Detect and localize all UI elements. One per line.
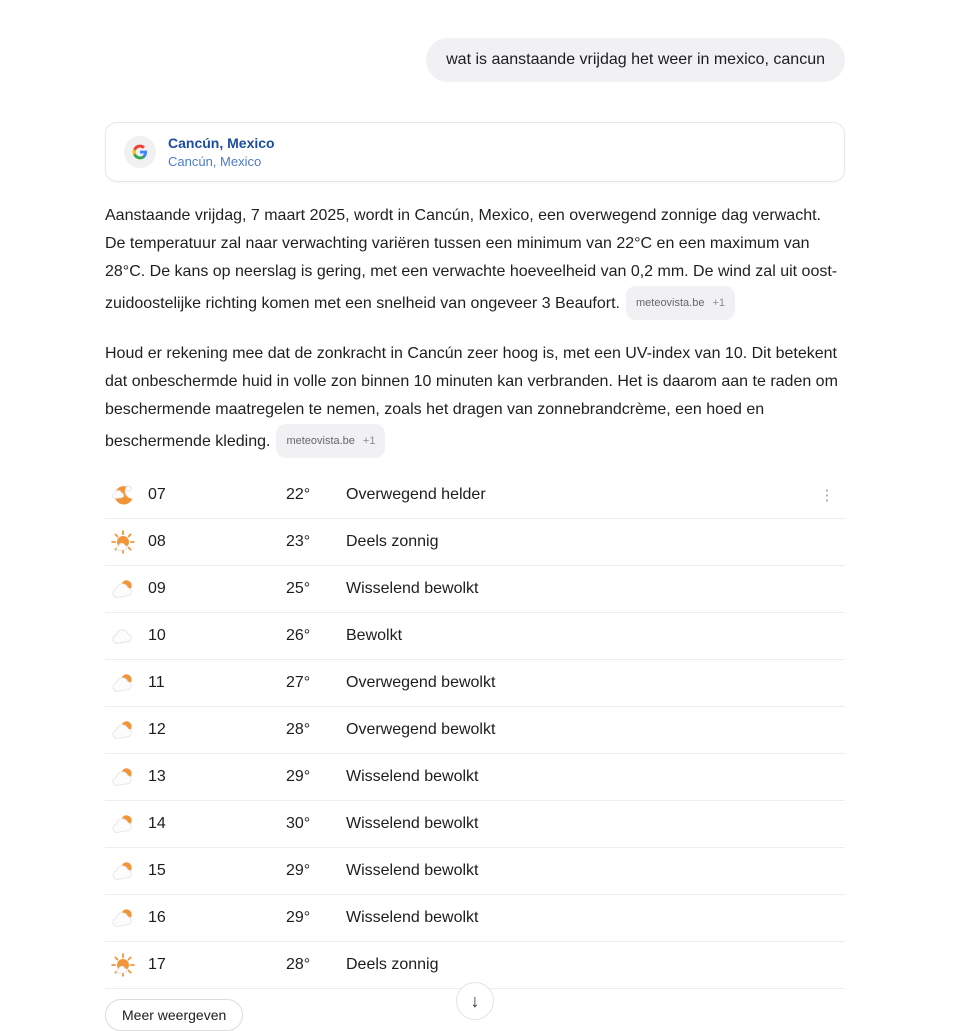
forecast-description: Deels zonnig <box>346 533 439 550</box>
citation-badge-1[interactable] <box>626 286 735 320</box>
forecast-description: Wisselend bewolkt <box>346 580 479 597</box>
citation-more-count: +1 <box>712 297 726 309</box>
forecast-row <box>105 566 845 613</box>
forecast-row <box>105 895 845 942</box>
cloud-sun-icon <box>110 717 136 743</box>
moon-cloud-icon <box>110 482 136 508</box>
forecast-description: Bewolkt <box>346 627 403 644</box>
forecast-hour: 08 <box>148 533 166 550</box>
forecast-description: Deels zonnig <box>346 956 439 973</box>
scroll-to-bottom-button[interactable] <box>456 982 494 1020</box>
forecast-row <box>105 707 845 754</box>
forecast-hour: 16 <box>148 909 166 926</box>
forecast-temperature: 29° <box>286 862 311 879</box>
forecast-temperature: 23° <box>286 533 311 550</box>
forecast-temperature: 29° <box>286 768 311 785</box>
hourly-forecast-table <box>105 472 845 989</box>
forecast-description: Wisselend bewolkt <box>346 815 479 832</box>
answer-paragraph-2-text: Houd er rekening mee dat de zonkracht in Cancún zeer hoog is, met een UV-index van 10. Dit betekent dat onbeschermde huid in volle zon binnen 10 minuten kan verbranden. Het is daarom aan te raden om beschermende maatregelen te nemen, zoals het dragen van zonnebrandcrème, een hoed en beschermende kleding. <box>105 345 838 450</box>
cloud-sun-icon <box>110 905 136 931</box>
forecast-temperature: 26° <box>286 627 311 644</box>
answer-paragraph-1-text: Aanstaande vrijdag, 7 maart 2025, wordt in Cancún, Mexico, een overwegend zonnige dag verwacht. De temperatuur zal naar verwachting variëren tussen een minimum van 22°C en een maximum van 28°C. De kans op neerslag is gering, met een verwachte hoeveelheid van 0,2 mm. De wind zal uit oost-zuidoostelijke richting komen met een snelheid van ongeveer 3 Beaufort. <box>105 207 838 312</box>
source-card-text <box>168 135 275 170</box>
citation-badge-2[interactable] <box>276 424 385 458</box>
forecast-hour: 10 <box>148 627 166 644</box>
forecast-hour: 13 <box>148 768 166 785</box>
answer-paragraph-2 <box>105 340 845 458</box>
forecast-description: Wisselend bewolkt <box>346 862 479 879</box>
cloud-sun-icon <box>110 670 136 696</box>
answer-paragraph-1 <box>105 202 845 320</box>
forecast-temperature: 28° <box>286 956 311 973</box>
forecast-temperature: 28° <box>286 721 311 738</box>
source-card-subtitle: Cancún, Mexico <box>168 153 262 169</box>
forecast-row <box>105 848 845 895</box>
forecast-temperature: 29° <box>286 909 311 926</box>
source-card-link[interactable] <box>105 122 845 182</box>
forecast-hour: 09 <box>148 580 166 597</box>
forecast-row <box>105 754 845 801</box>
chat-content-column <box>105 0 845 1031</box>
cloud-sun-icon <box>110 811 136 837</box>
forecast-temperature: 27° <box>286 674 311 691</box>
forecast-temperature: 22° <box>286 486 311 503</box>
forecast-temperature: 25° <box>286 580 311 597</box>
cloud-icon <box>110 623 136 649</box>
citation-more-count: +1 <box>362 435 376 447</box>
sun-small-cloud-icon <box>110 529 136 555</box>
forecast-description: Wisselend bewolkt <box>346 909 479 926</box>
forecast-temperature: 30° <box>286 815 311 832</box>
forecast-row <box>105 660 845 707</box>
forecast-description: Overwegend bewolkt <box>346 674 496 691</box>
forecast-hour: 07 <box>148 486 166 503</box>
citation-source: meteovista.be <box>286 435 355 447</box>
forecast-description: Wisselend bewolkt <box>346 768 479 785</box>
forecast-row <box>105 801 845 848</box>
google-g-icon <box>124 136 156 168</box>
cloud-sun-icon <box>110 858 136 884</box>
forecast-description: Overwegend bewolkt <box>346 721 496 738</box>
citation-source: meteovista.be <box>635 297 705 309</box>
forecast-hour: 12 <box>148 721 166 738</box>
cloud-sun-icon <box>110 576 136 602</box>
forecast-hour: 11 <box>148 674 165 691</box>
source-card-title[interactable]: Cancún, Mexico <box>168 134 275 151</box>
cloud-sun-icon <box>110 764 136 790</box>
forecast-hour: 17 <box>148 956 166 973</box>
sun-small-cloud-icon <box>110 952 136 978</box>
kebab-menu-icon[interactable]: ⋮ <box>819 487 835 504</box>
forecast-row <box>105 472 845 519</box>
user-message-bubble: wat is aanstaande vrijdag het weer in mexico, cancun <box>426 38 845 82</box>
forecast-row <box>105 613 845 660</box>
forecast-hour: 14 <box>148 815 166 832</box>
forecast-hour: 15 <box>148 862 166 879</box>
forecast-description: Overwegend helder <box>346 486 486 503</box>
down-arrow-icon: ↓ <box>470 990 480 1011</box>
user-message-row <box>105 0 845 82</box>
forecast-row <box>105 519 845 566</box>
show-more-button[interactable]: Meer weergeven <box>105 999 243 1031</box>
